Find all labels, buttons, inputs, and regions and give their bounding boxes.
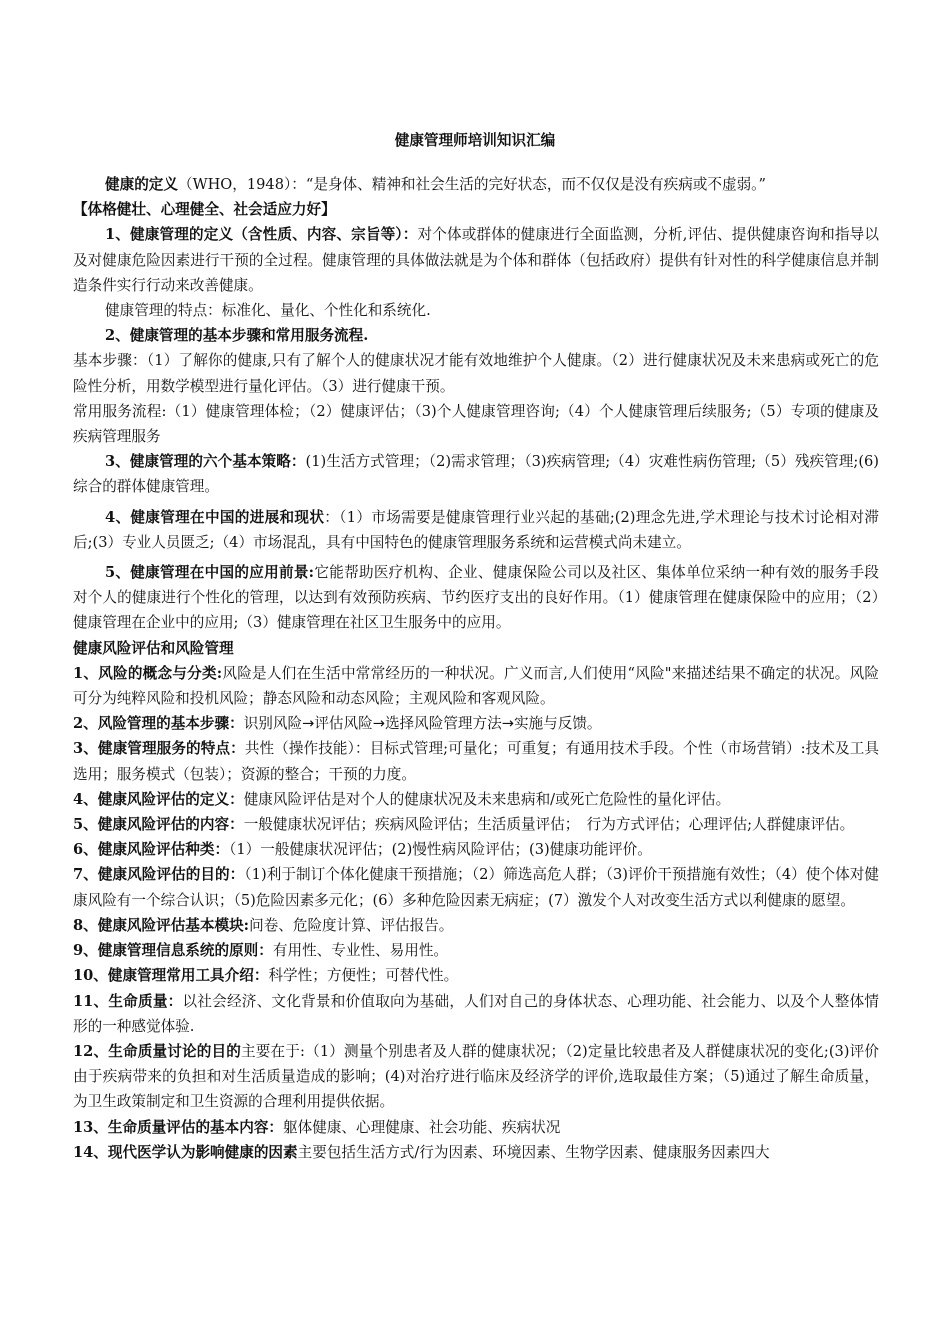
- risk-item-1-heading: 1、风险的概念与分类:: [73, 664, 223, 682]
- section-2-heading: 2、健康管理的基本步骤和常用服务流程.: [105, 327, 369, 345]
- risk-item-10-text: 科学性；方便性；可替代性。: [268, 967, 459, 985]
- risk-item-11: [73, 989, 879, 1039]
- risk-item-14-text: 主要包括生活方式/行为因素、环境因素、生物学因素、健康服务因素四大: [297, 1143, 770, 1161]
- risk-item-14-heading: 14、现代医学认为影响健康的因素: [73, 1143, 298, 1161]
- risk-item-5: [73, 812, 879, 837]
- risk-item-12-heading: 12、生命质量讨论的目的: [73, 1042, 241, 1060]
- section-5-heading: 5、健康管理在中国的应用前景:: [105, 564, 315, 582]
- section-4-text: ：（1）市场需要是健康管理行业兴起的基础;(2)理念先进,学术理论与技术讨论相对滞后;(3）专业人员匮乏;（4）市场混乱，具有中国特色的健康管理服务系统和运营模式尚未建立。: [73, 508, 880, 551]
- section-1-text: 对个体或群体的健康进行全面监测，分析,评估、提供健康咨询和指导以及对健康危险因素进行干预的全过程。健康管理的具体做法就是为个体和群体（包括政府）提供有针对性的科学健康信息并制造条件实行行动来改善健康。: [73, 226, 879, 294]
- risk-item-9: [73, 938, 879, 963]
- risk-item-13-text: 躯体健康、心理健康、社会功能、疾病状况: [283, 1118, 561, 1136]
- section-4: [73, 505, 879, 555]
- risk-item-5-heading: 5、健康风险评估的内容：: [73, 816, 244, 834]
- risk-item-11-text: 以社会经济、文化背景和价值取向为基础，人们对自己的身体状态、心理功能、社会能力、以及个人整体情形的一种感觉体验.: [73, 992, 879, 1035]
- risk-item-1: [73, 661, 879, 711]
- risk-item-6-heading: 6、健康风险评估种类：: [73, 841, 230, 859]
- risk-item-14: [73, 1140, 879, 1165]
- section-5-text: 它能帮助医疗机构、企业、健康保险公司以及社区、集体单位采纳一种有效的服务手段对个人的健康进行个性化的管理，以达到有效预防疾病、节约医疗支出的良好作用。（1）健康管理在健康保险中的应用；（2）健康管理在企业中的应用;（3）健康管理在社区卫生服务中的应用。: [73, 564, 879, 632]
- risk-item-5-text: 一般健康状况评估；疾病风险评估；生活质量评估； 行为方式评估；心理评估;人群健康评估。: [243, 816, 855, 834]
- risk-item-6: [73, 837, 879, 862]
- section-3: [73, 449, 879, 499]
- risk-item-1-text: 风险是人们在生活中常常经历的一种状况。广义而言,人们使用“风险"来描述结果不确定的状况。风险可分为纯粹风险和投机风险；静态风险和动态风险；主观风险和客观风险。: [73, 664, 879, 708]
- risk-item-13: [73, 1115, 879, 1140]
- risk-step-2: 评估风险: [314, 715, 373, 733]
- section-3-text: (1)生活方式管理；（2)需求管理；（3)疾病管理;（4）灾难性病伤管理;（5）残疾管理;(6)综合的群体健康管理。: [73, 453, 880, 496]
- arrow-right-icon: →: [372, 715, 385, 733]
- risk-item-7-text: （1)利于制订个体化健康干预措施；（2）筛选高危人群；（3)评价干预措施有效性；（4）使个体对健康风险有一个综合认识；（5)危险因素多元化；(6）多种危险因素无病症；(7）激发个人对改变生活方式以利健康的愿望。: [73, 866, 879, 909]
- risk-step-4: 实施与反馈。: [513, 715, 602, 733]
- arrow-right-icon: →: [501, 715, 514, 733]
- section-1-heading: 1、健康管理的定义（含性质、内容、宗旨等）：: [105, 226, 418, 244]
- risk-item-12: [73, 1039, 879, 1115]
- section-1: [73, 222, 879, 298]
- section-1-feature: 健康管理的特点：标准化、量化、个性化和系统化.: [105, 302, 431, 320]
- risk-item-3-text: 共性（操作技能）：目标式管理;可量化；可重复；有通用技术手段。个性（市场营销）:技术及工具选用；服务模式（包装）；资源的整合；干预的力度。: [73, 740, 879, 783]
- risk-item-9-heading: 9、健康管理信息系统的原则：: [73, 942, 273, 960]
- risk-item-13-heading: 13、生命质量评估的基本内容：: [73, 1118, 284, 1136]
- section-2-steps: 基本步骤：（1）了解你的健康,只有了解个人的健康状况才能有效地维护个人健康。（2）进行健康状况及未来患病或死亡的危险性分析，用数学模型进行量化评估。（3）进行健康干预。: [73, 352, 879, 395]
- document-body: [73, 172, 879, 1165]
- risk-step-1: 识别风险: [243, 715, 303, 733]
- risk-item-10: [73, 963, 879, 988]
- risk-item-11-heading: 11、生命质量：: [73, 992, 183, 1010]
- risk-item-8-text: 问卷、危险度计算、评估报告。: [249, 916, 454, 934]
- risk-section-heading: 健康风险评估和风险管理: [73, 639, 234, 657]
- health-motto: 【体格健壮、心理健全、社会适应力好】: [73, 201, 336, 219]
- risk-item-3: [73, 736, 879, 786]
- health-definition-text: （WHO，1948）：“是身体、精神和社会生活的完好状态，而不仅仅是没有疾病或不虚弱。”: [177, 176, 766, 193]
- risk-item-8-heading: 8、健康风险评估基本模块:: [73, 916, 250, 934]
- risk-item-7: [73, 862, 879, 912]
- section-4-heading: 4、健康管理在中国的进展和现状: [105, 508, 325, 526]
- risk-item-10-heading: 10、健康管理常用工具介绍：: [73, 967, 269, 985]
- risk-step-3: 选择风险管理方法: [384, 715, 502, 733]
- risk-item-2: [73, 711, 879, 736]
- risk-item-9-text: 有用性、专业性、易用性。: [272, 942, 449, 960]
- risk-item-7-heading: 7、健康风险评估的目的：: [73, 866, 245, 884]
- risk-item-6-text: （1）一般健康状况评估；(2)慢性病风险评估；(3)健康功能评价。: [229, 841, 652, 859]
- section-3-heading: 3、健康管理的六个基本策略：: [105, 453, 306, 471]
- section-5: [73, 560, 879, 636]
- health-definition: [73, 172, 879, 197]
- risk-item-12-text: 主要在于:（1）测量个别患者及人群的健康状况；（2)定量比较患者及人群健康状况的变化;(3)评价由于疾病带来的负担和对生活质量造成的影响；(4)对治疗进行临床及经济学的评价,选取最佳方案；（5)通过了解生命质量，为卫生政策制定和卫生资源的合理利用提供依据。: [73, 1042, 879, 1111]
- section-2-flow: 常用服务流程:（1）健康管理体检；（2）健康评估；（3)个人健康管理咨询;（4）个人健康管理后续服务;（5）专项的健康及疾病管理服务: [73, 402, 879, 446]
- arrow-right-icon: →: [302, 715, 315, 733]
- risk-item-4-heading: 4、健康风险评估的定义：: [73, 790, 244, 808]
- health-definition-label: 健康的定义: [105, 176, 178, 193]
- risk-item-8: [73, 913, 879, 938]
- risk-item-4-text: 健康风险评估是对个人的健康状况及未来患病和/或死亡危险性的量化评估。: [243, 790, 731, 808]
- risk-item-3-heading: 3、健康管理服务的特点：: [73, 740, 245, 758]
- document-title: 健康管理师培训知识汇编: [394, 132, 556, 149]
- risk-item-2-heading: 2、风险管理的基本步骤：: [73, 715, 244, 733]
- risk-item-4: [73, 787, 879, 812]
